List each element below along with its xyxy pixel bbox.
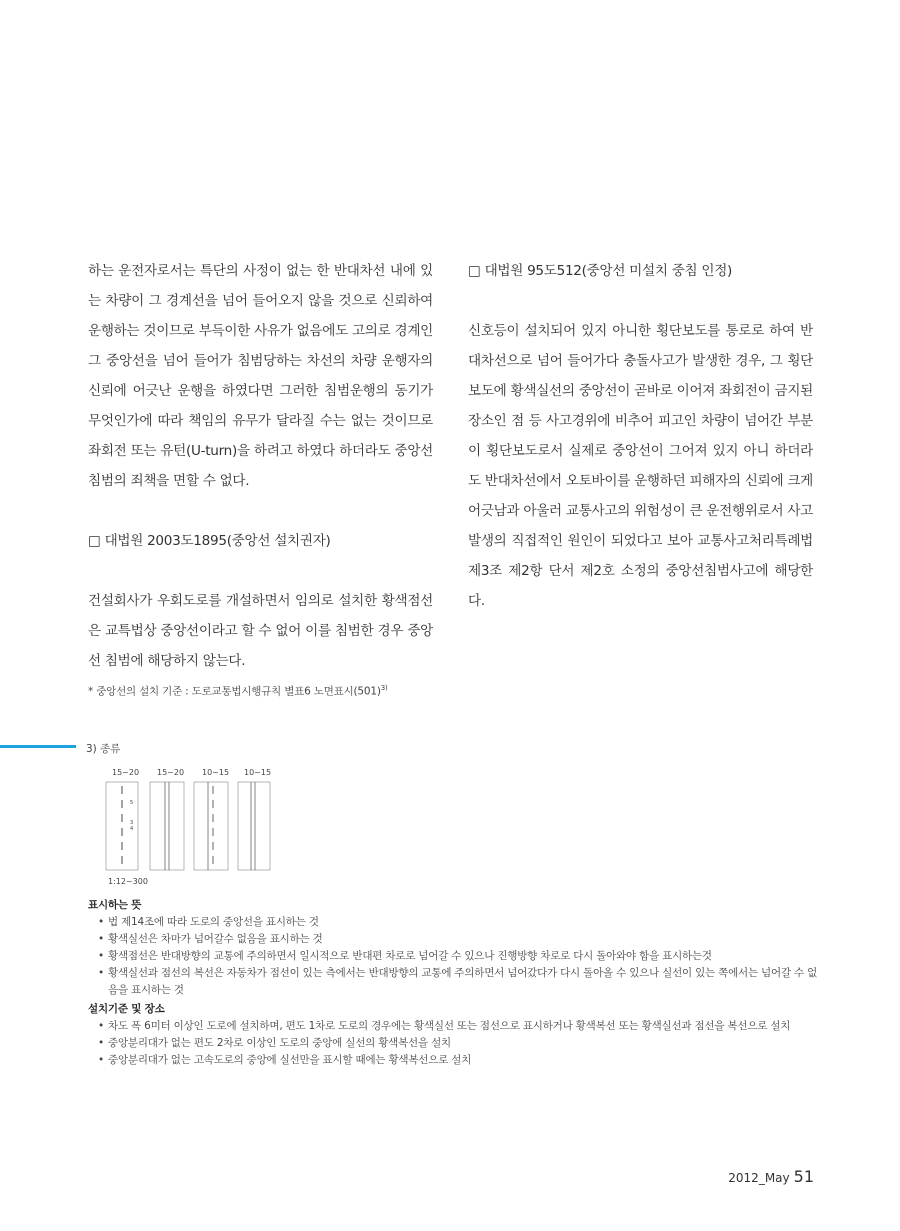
dim-label-3: 10~15 xyxy=(202,768,230,777)
scale-label: 1:12~300 xyxy=(108,877,148,886)
meaning-list xyxy=(88,914,818,999)
list-item: • 황색점선은 반대방향의 교통에 주의하면서 일시적으로 반대편 차로로 넘어갈 수 있으나 진행방향 차로로 다시 돌아와야 함을 표시하는것 xyxy=(88,948,818,965)
footnote-sup: 3) xyxy=(380,684,388,692)
list-item: • 중앙분리대가 없는 고속도로의 중앙에 실선만을 표시할 때에는 황색복선으로 설치 xyxy=(88,1052,818,1069)
section-label: 3) 종류 xyxy=(86,743,121,755)
section-accent-bar xyxy=(0,745,76,748)
road-sample-dashed xyxy=(106,782,138,870)
footnote-text: * 중앙선의 설치 기준 : 도로교통법시행규칙 별표6 노면표시(501) xyxy=(88,685,381,698)
page-footer xyxy=(728,1167,814,1186)
list-item: • 차도 폭 6미터 이상인 도로에 설치하며, 편도 1차로 도로의 경우에는 황색실선 또는 점선으로 표시하거나 황색복선 또는 황색실선과 점선을 복선으로 설치 xyxy=(88,1018,818,1035)
meaning-heading: 표시하는 뜻 xyxy=(88,899,142,911)
list-item: • 황색실선은 차마가 넘어갈수 없음을 표시하는 것 xyxy=(88,931,818,948)
criteria-heading: 설치기준 및 장소 xyxy=(88,1003,165,1015)
left-paragraph-1: 하는 운전자로서는 특단의 사정이 없는 한 반대차선 내에 있는 차량이 그 경계선을 넘어 들어오지 않을 것으로 신뢰하여 운행하는 것이므로 부득이한 사유가 없음에도 고의로 경계인 그 중앙선을 넘어 들어가 침범당하는 차선의 차량 운행자의 신뢰에 어긋난 운행을 하였다면 그러한 침범운행의 동기가 무엇인가에 따라 책임의 유무가 달라질 수는 없는 것이므로 좌회전 또는 유턴(U-turn)을 하려고 하였다 하더라도 중앙선 침범의 죄책을 면할 수 없다. xyxy=(88,263,433,489)
road-sample-solid-dashed xyxy=(194,782,228,870)
road-sample-double-solid xyxy=(238,782,270,870)
right-paragraph-1: 신호등이 설치되어 있지 아니한 횡단보도를 통로로 하여 반대차선으로 넘어 들어가다 충돌사고가 발생한 경우, 그 횡단보도에 황색실선의 중앙선이 곧바로 이어져 좌회전이 금지된 장소인 점 등 사고경위에 비추어 피고인 차량이 넘어간 부분이 횡단보도로서 실제로 중앙선이 그어져 있지 아니 하더라도 반대차선에서 오토바이를 운행하던 피해자의 신뢰에 크게 어긋남과 아울러 교통사고의 위험성이 큰 운전행위로서 사고발생의 직접적인 원인이 되었다고 보아 교통사고처리특례법 제3조 제2항 단서 제2호 소정의 중앙선침범사고에 해당한다. xyxy=(468,323,813,609)
list-item: • 황색실선과 점선의 복선은 자동차가 점선이 있는 측에서는 반대방향의 교통에 주의하면서 넘어갔다가 다시 돌아올 수 있으나 실선이 있는 쪽에서는 넘어갈 수 없음을 표시하는 것 xyxy=(88,965,818,999)
mark-label-2: 3 xyxy=(130,820,134,826)
issue-label: 2012_May xyxy=(728,1171,790,1185)
centerline-types-figure xyxy=(100,766,290,892)
dim-label-1: 15~20 xyxy=(112,768,140,777)
criteria-list xyxy=(88,1018,818,1069)
list-item: • 중앙분리대가 없는 편도 2차로 이상인 도로의 중앙에 실선의 황색복선을 설치 xyxy=(88,1035,818,1052)
case-heading-2003do1895: □ 대법원 2003도1895(중앙선 설치권자) xyxy=(88,533,331,549)
left-paragraph-2: 건설회사가 우회도로를 개설하면서 임의로 설치한 황색점선은 교특법상 중앙선이라고 할 수 없어 이를 침범한 경우 중앙선 침범에 해당하지 않는다. xyxy=(88,593,433,669)
footnote xyxy=(88,680,433,700)
dim-label-4: 10~15 xyxy=(244,768,272,777)
page-number: 51 xyxy=(793,1167,814,1186)
case-heading-95do512: □ 대법원 95도512(중앙선 미설치 중침 인정) xyxy=(468,263,733,279)
right-column xyxy=(468,256,813,616)
road-sample-solid xyxy=(150,782,184,870)
notes-block xyxy=(88,895,818,1069)
left-column xyxy=(88,256,433,700)
mark-label-3: 4 xyxy=(130,826,134,832)
mark-label-1: 5 xyxy=(130,800,134,806)
list-item: • 법 제14조에 따라 도로의 중앙선을 표시하는 것 xyxy=(88,914,818,931)
dim-label-2: 15~20 xyxy=(157,768,185,777)
